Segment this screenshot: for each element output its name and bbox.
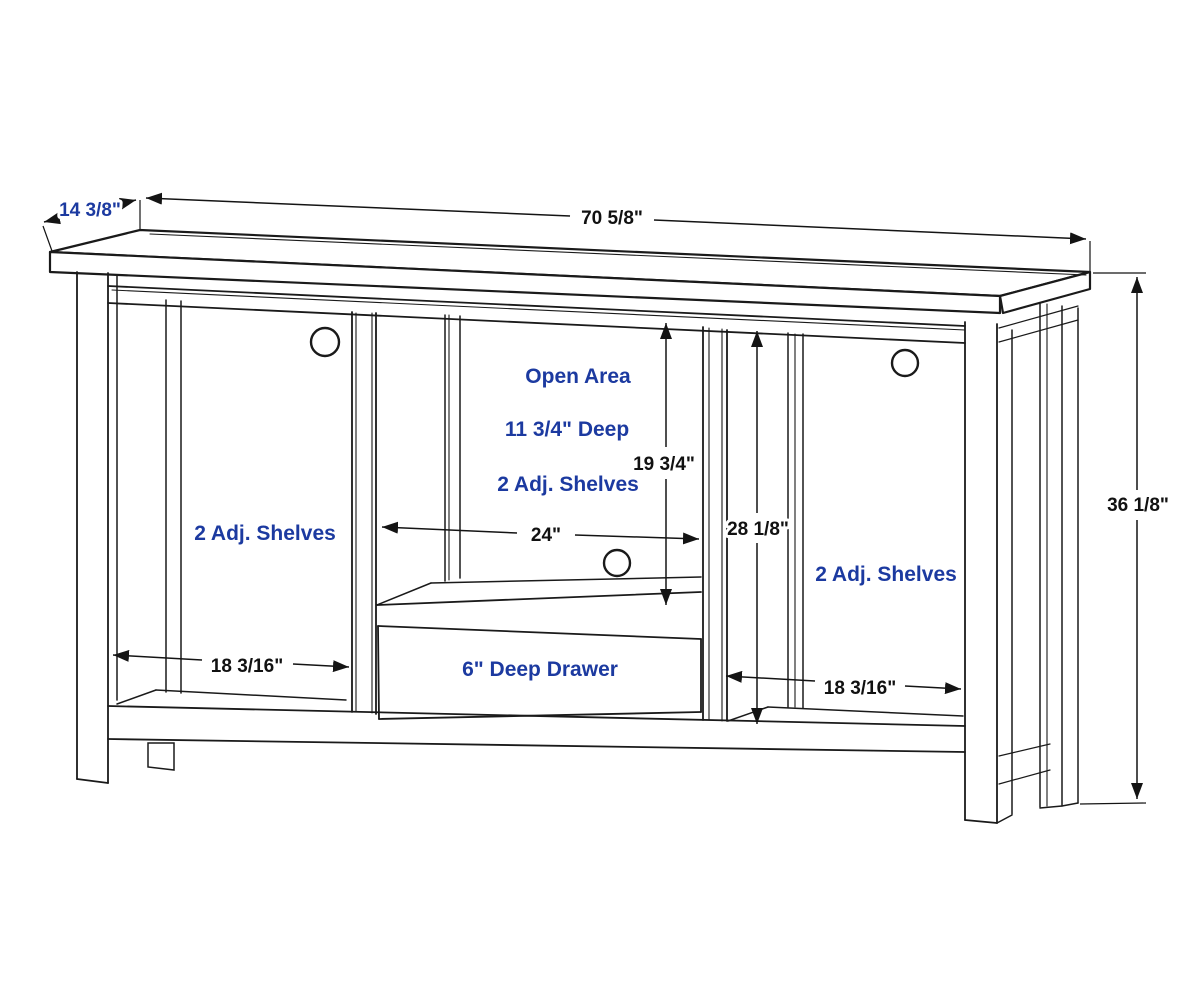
front-right-leg <box>965 322 1012 823</box>
tabletop <box>50 230 1090 313</box>
dim-center-opening-height-value: 19 3/4" <box>633 454 695 475</box>
back-left-leg <box>148 300 181 770</box>
cable-hole-left <box>311 328 339 356</box>
label-center-depth: 11 3/4" Deep <box>504 418 630 441</box>
dimension-top-width <box>146 198 1086 239</box>
dimension-overall-height <box>1107 277 1169 799</box>
dimension-side-opening-height <box>727 331 789 724</box>
dim-overall-height-value: 36 1/8" <box>1107 495 1169 516</box>
dimension-right-section-width <box>726 676 961 699</box>
dim-center-opening-width-value: 24" <box>530 525 562 546</box>
dim-left-section-width-value: 18 3/16" <box>210 656 284 677</box>
label-right-shelves: 2 Adj. Shelves <box>815 563 957 586</box>
left-divider <box>352 312 376 714</box>
media-shelf <box>377 577 701 639</box>
label-drawer: 6" Deep Drawer <box>462 658 618 681</box>
dim-side-opening-height-value: 28 1/8" <box>727 519 789 540</box>
center-back-post <box>445 315 460 581</box>
back-right-legs <box>999 303 1078 808</box>
cable-hole-right <box>892 350 918 376</box>
dim-top-width-value: 70 5/8" <box>581 208 643 229</box>
cable-hole-center <box>604 550 630 576</box>
right-cabinet-floor <box>728 707 963 721</box>
extension-line-depth <box>43 226 52 251</box>
dim-right-section-width-value: 18 3/16" <box>823 678 897 699</box>
back-left-foot <box>148 743 174 770</box>
dimension-top-depth <box>44 200 136 222</box>
left-cabinet-floor <box>117 690 346 704</box>
label-left-shelves: 2 Adj. Shelves <box>194 522 336 545</box>
dimension-center-opening-width <box>382 525 699 546</box>
label-open-area: Open Area <box>525 365 631 388</box>
label-center-shelves: 2 Adj. Shelves <box>497 473 639 496</box>
extension-line-height-bottom <box>1080 803 1146 804</box>
dim-top-depth-value: 14 3/8" <box>59 200 121 221</box>
dimension-left-section-width <box>113 655 349 677</box>
right-divider <box>703 327 727 721</box>
bottom-stretcher <box>108 706 965 752</box>
right-side-bottom-rail <box>999 744 1050 756</box>
dimension-center-opening-height <box>633 323 695 605</box>
right-cabinet-back-wall <box>788 333 803 708</box>
